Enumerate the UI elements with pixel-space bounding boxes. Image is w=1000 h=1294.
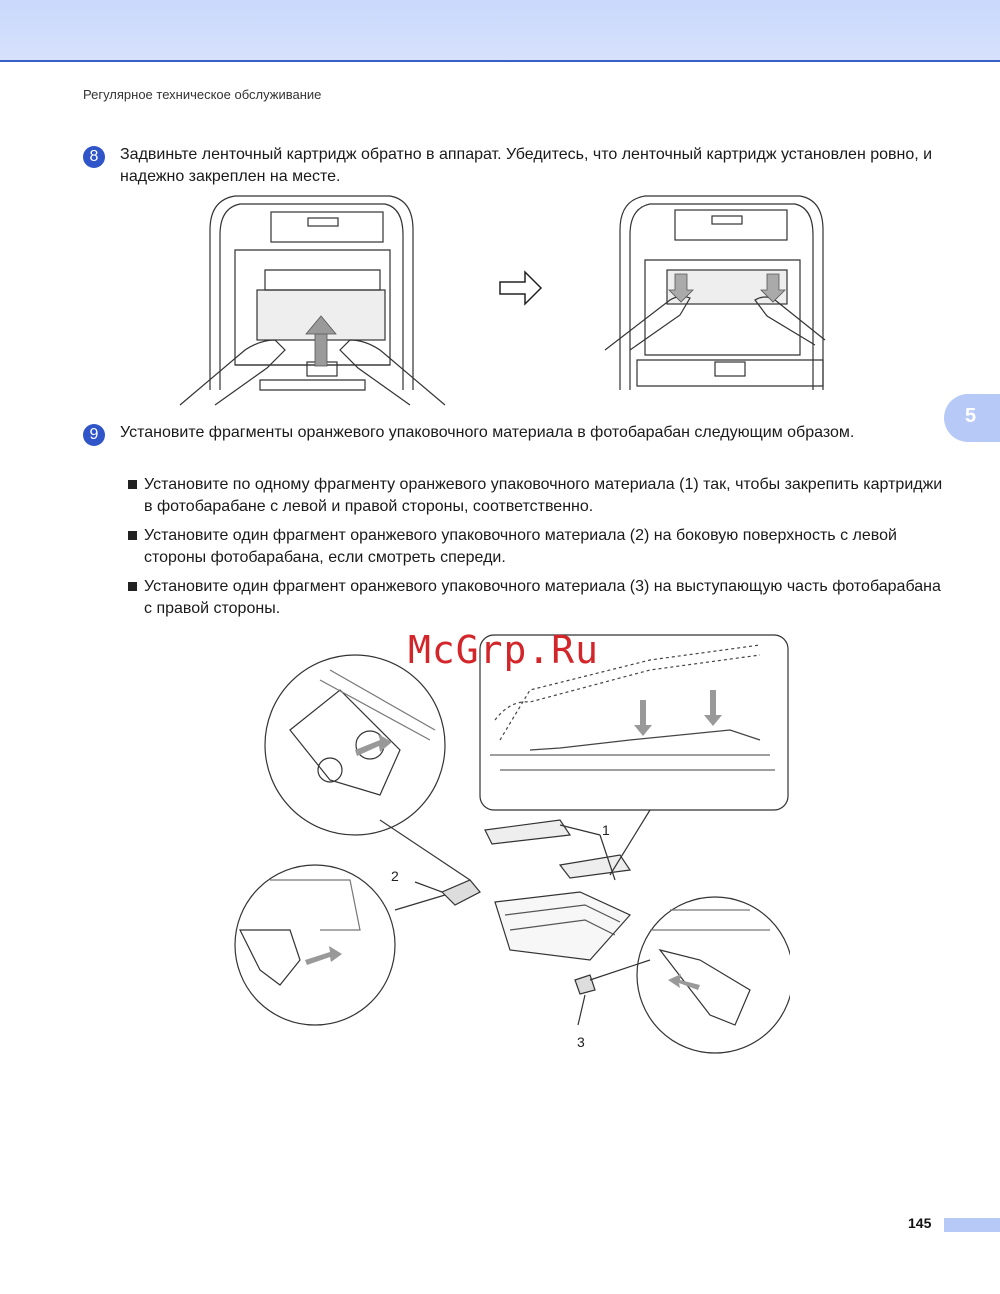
step-number-badge: 8 [83,146,105,168]
chapter-tab[interactable] [944,394,1000,442]
watermark-text: McGrp.Ru [408,628,600,672]
bullet-item: Установите по одному фрагменту оранжевого упаковочного материала (1) так, чтобы закрепить картриджи в фотобарабане с левой и правой стороны, соответственно. [128,474,948,518]
callout-3: 3 [577,1034,585,1050]
bullet-item: Установите один фрагмент оранжевого упаковочного материала (2) на боковую поверхность с левой стороны фотобарабана, если смотреть спереди. [128,525,948,569]
page-number-bar [944,1218,1000,1232]
running-head: Регулярное техническое обслуживание [83,87,322,102]
step-text: Установите фрагменты оранжевого упаковочного материала в фотобарабан следующим образом. [120,424,855,441]
belt-cartridge-insertion-figure [175,190,835,410]
bullet-list [128,474,948,627]
callout-1: 1 [602,822,610,838]
callout-2: 2 [391,868,399,884]
packing-material-figure [230,630,790,1070]
bullet-item: Установите один фрагмент оранжевого упаковочного материала (3) на выступающую часть фотобарабана с правой стороны. [128,576,948,620]
step-text: Задвиньте ленточный картридж обратно в аппарат. Убедитесь, что ленточный картридж установлен ровно, и надежно закреплен на месте. [120,146,933,185]
step-number-badge: 9 [83,424,105,446]
chapter-number: 5 [965,405,977,427]
top-header-band [0,0,1000,62]
page-number: 145 [908,1215,932,1231]
